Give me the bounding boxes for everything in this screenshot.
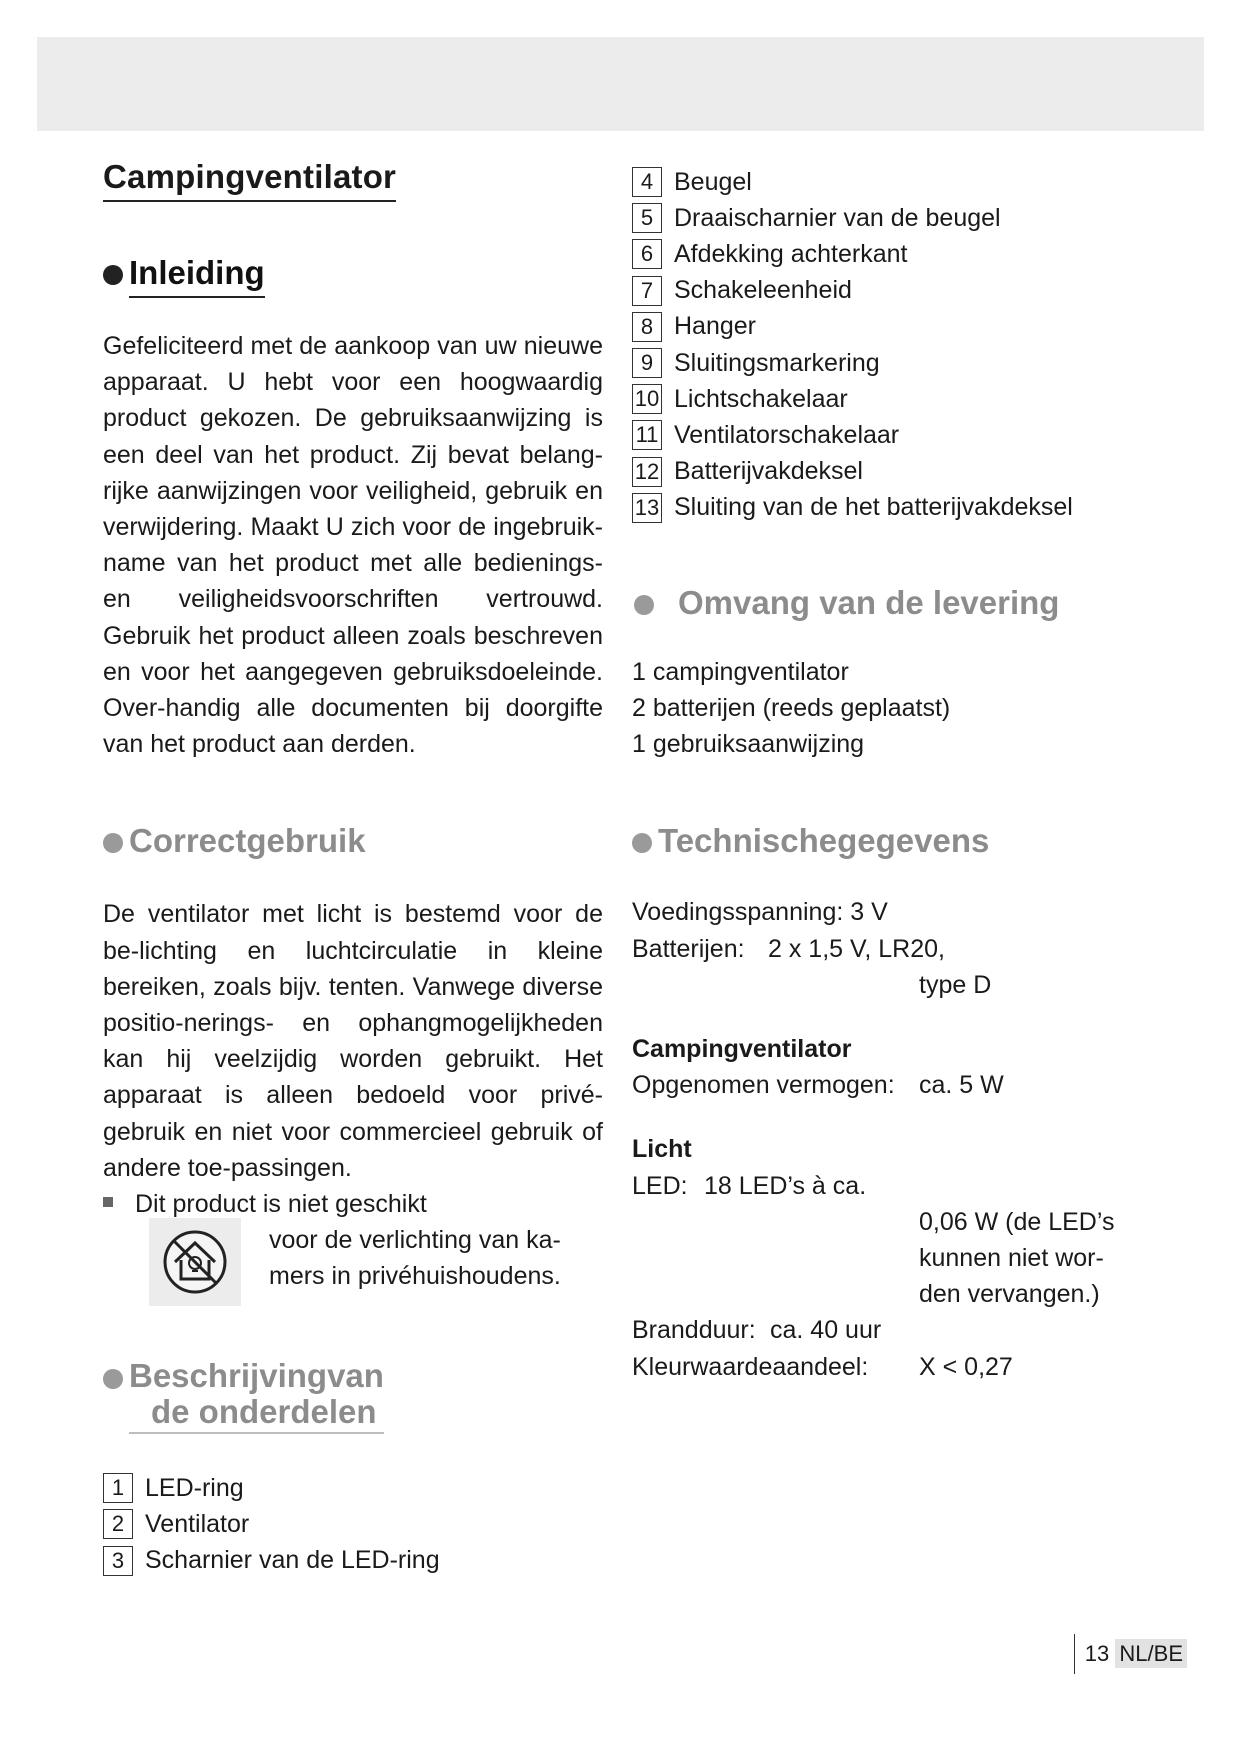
not-suitable-note: Dit product is niet geschikt voor de verlichting van ka- mers in privéhuishoudens. <box>103 1186 603 1298</box>
list-item: 1 LED-ring <box>103 1470 603 1506</box>
list-item: 9 Sluitingsmarkering <box>632 345 1192 381</box>
section-bullet <box>634 595 654 615</box>
list-item: 10 Lichtschakelaar <box>632 381 1192 417</box>
list-square <box>103 1197 113 1207</box>
list-item: 6 Afdekking achterkant <box>632 236 1192 272</box>
intro-text: Gefeliciteerd met de aankoop van uw nieuwe apparaat. U hebt voor een hoogwaardig product gekozen. De gebruiksaanwijzing is een deel van het product. Zij bevat belang-rijke aanwijzingen voor veiligheid, gebruik en verwijdering. Maakt U zich voor de ingebruik-name van het product met alle bedienings- en veiligheidsvoorschriften vertrouwd. Gebruik het product alleen zoals beschreven en voor het aangegeven gebruiksdoeleinde. Over-handig alle documenten bij doorgifte van het product aan derden. <box>103 332 603 759</box>
list-item: 3 Scharnier van de LED-ring <box>103 1542 603 1578</box>
right-column <box>632 164 1192 1385</box>
list-item: 5 Draaischarnier van de beugel <box>632 200 1192 236</box>
parts-list-left <box>103 1470 603 1579</box>
delivery-list <box>632 654 1192 763</box>
list-item: 12 Batterijvakdeksel <box>632 454 1192 490</box>
parts-heading: Beschrijvingvan de onderdelen <box>103 1358 603 1434</box>
battery-type: type D <box>919 970 992 999</box>
correct-use-heading: Correctgebruik <box>103 822 603 860</box>
supply-voltage: Voedingsspanning: 3 V <box>632 898 888 927</box>
correct-use-text: De ventilator met licht is bestemd voor de be-lichting en luchtcirculatie in kleine bereiken, zoals bijv. tenten. Vanwege diverse positio-nerings- en ophangmogelijkheden kan hij veelzijdig worden gebruikt. Het apparaat is alleen bedoeld voor privé-gebruik en niet voor commercieel gebruik of andere toe-passingen. <box>103 900 603 1182</box>
list-item: 1 campingventilator <box>632 657 849 686</box>
list-item: 2 batterijen (reeds geplaatst) <box>632 694 951 723</box>
no-household-lighting-icon <box>149 1218 241 1306</box>
list-item: 13 Sluiting van de het batterijvakdeksel <box>632 490 1192 526</box>
burn-time-row: Brandduur: ca. 40 uur <box>632 1316 882 1345</box>
fan-subheading: Campingventilator <box>632 1035 852 1064</box>
tech-specs <box>632 894 1192 1384</box>
color-value-row: Kleurwaardeaandeel: X < 0,27 <box>632 1352 1013 1381</box>
led-detail: kunnen niet wor- <box>919 1244 1104 1273</box>
list-item: 8 Hanger <box>632 309 1192 345</box>
section-bullet <box>632 833 652 853</box>
list-item: 1 gebruiksaanwijzing <box>632 730 865 759</box>
page-number: 13 NL/BE <box>1074 1634 1187 1674</box>
list-item: 4 Beugel <box>632 164 1192 200</box>
led-detail: den vervangen.) <box>919 1280 1100 1309</box>
light-subheading: Licht <box>632 1135 692 1164</box>
parts-list-right <box>632 164 1192 526</box>
intro-heading: Inleiding <box>103 254 603 298</box>
document-title: Campingventilator <box>103 158 396 202</box>
tech-heading: Technischegegevens <box>632 822 1192 860</box>
list-item: 7 Schakeleenheid <box>632 273 1192 309</box>
led-detail: 0,06 W (de LED’s <box>919 1207 1115 1236</box>
section-bullet <box>103 833 123 853</box>
list-item: 11 Ventilatorschakelaar <box>632 417 1192 453</box>
led-row: LED: 18 LED’s à ca. <box>632 1171 867 1200</box>
locale-tag: NL/BE <box>1115 1639 1187 1668</box>
header-band <box>37 37 1204 131</box>
list-item: 2 Ventilator <box>103 1506 603 1542</box>
left-column <box>103 150 603 1579</box>
section-bullet <box>103 265 123 285</box>
batteries-row: Batterijen: 2 x 1,5 V, LR20, <box>632 934 945 963</box>
delivery-heading: Omvang van de levering <box>632 584 1192 622</box>
section-bullet <box>103 1369 123 1389</box>
power-row: Opgenomen vermogen: ca. 5 W <box>632 1071 1004 1100</box>
